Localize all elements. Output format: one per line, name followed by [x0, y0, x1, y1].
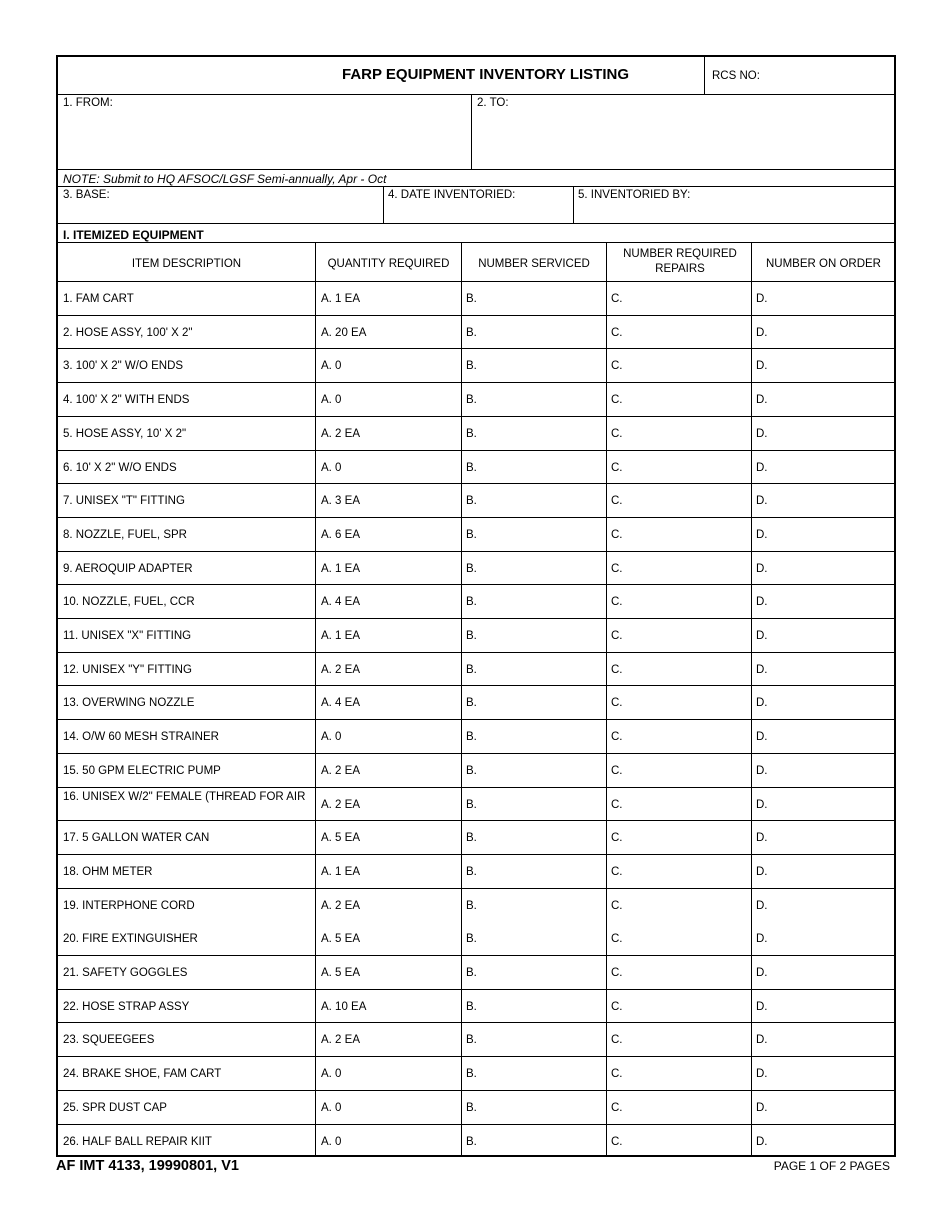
base-label: 3. BASE: — [63, 189, 110, 201]
number-serviced-field[interactable]: B. — [466, 731, 477, 744]
quantity-required: A. 2 EA — [321, 1034, 360, 1047]
number-repairs-field[interactable]: C. — [611, 293, 623, 305]
item-description: 24. BRAKE SHOE, FAM CART — [63, 1068, 222, 1081]
number-repairs-field[interactable]: C. — [611, 832, 623, 845]
number-repairs-field[interactable]: C. — [611, 528, 623, 541]
item-description: 18. OHM METER — [63, 865, 153, 878]
number-repairs-field[interactable]: C. — [611, 394, 623, 407]
divider — [704, 57, 705, 94]
item-description: 21. SAFETY GOGGLES — [63, 967, 188, 979]
number-on-order-field[interactable]: D. — [756, 967, 768, 979]
item-description: 11. UNISEX "X" FITTING — [63, 630, 192, 642]
number-repairs-field[interactable]: C. — [611, 360, 623, 373]
number-on-order-field[interactable]: D. — [756, 394, 768, 407]
number-on-order-field[interactable]: D. — [756, 764, 768, 777]
item-description: 4. 100' X 2" WITH ENDS — [63, 394, 190, 407]
column-header-on-order: NUMBER ON ORDER — [765, 258, 881, 270]
number-on-order-field[interactable]: D. — [756, 899, 768, 912]
number-on-order-field[interactable]: D. — [756, 1000, 768, 1013]
item-description: 5. HOSE ASSY, 10' X 2" — [63, 427, 187, 440]
number-repairs-field[interactable]: C. — [611, 798, 623, 811]
quantity-required: A. 4 EA — [321, 697, 360, 710]
form-title: FARP EQUIPMENT INVENTORY LISTING — [342, 66, 629, 83]
quantity-required: A. 0 — [321, 1068, 342, 1081]
number-repairs-field[interactable]: C. — [611, 731, 623, 744]
number-on-order-field[interactable]: D. — [756, 663, 768, 676]
number-repairs-field[interactable]: C. — [611, 899, 623, 912]
to-field[interactable] — [472, 94, 896, 169]
divider — [58, 242, 894, 243]
quantity-required: A. 1 EA — [321, 630, 360, 642]
number-on-order-field[interactable]: D. — [756, 1101, 768, 1114]
number-serviced-field[interactable]: B. — [466, 697, 477, 710]
number-repairs-field[interactable]: C. — [611, 630, 623, 642]
number-repairs-field[interactable]: C. — [611, 967, 623, 979]
number-repairs-field[interactable]: C. — [611, 1068, 623, 1081]
item-description: 17. 5 GALLON WATER CAN — [63, 832, 210, 845]
item-description: 16. UNISEX W/2" FEMALE (THREAD FOR AIR — [63, 790, 306, 803]
to-label: 2. TO: — [477, 97, 509, 109]
item-description: 3. 100' X 2" W/O ENDS — [63, 360, 184, 373]
number-serviced-field[interactable]: B. — [466, 528, 477, 541]
rcs-label: RCS NO: — [712, 70, 760, 82]
quantity-required: A. 0 — [321, 360, 342, 373]
number-serviced-field[interactable]: B. — [466, 360, 477, 373]
quantity-required: A. 2 EA — [321, 663, 360, 676]
item-description: 26. HALF BALL REPAIR KIIT — [63, 1135, 212, 1148]
number-on-order-field[interactable]: D. — [756, 630, 768, 642]
number-repairs-field[interactable]: C. — [611, 1000, 623, 1013]
quantity-required: A. 0 — [321, 394, 342, 407]
number-repairs-field[interactable]: C. — [611, 596, 623, 609]
number-serviced-field[interactable]: B. — [466, 967, 477, 979]
item-description: 14. O/W 60 MESH STRAINER — [63, 731, 219, 744]
section-title: I. ITEMIZED EQUIPMENT — [63, 228, 204, 242]
number-repairs-field[interactable]: C. — [611, 933, 623, 946]
item-description: 9. AEROQUIP ADAPTER — [63, 562, 193, 575]
number-on-order-field[interactable]: D. — [756, 495, 768, 508]
item-description: 25. SPR DUST CAP — [63, 1101, 167, 1114]
number-on-order-field[interactable]: D. — [756, 1135, 768, 1148]
number-on-order-field[interactable]: D. — [756, 1068, 768, 1081]
item-description: 10. NOZZLE, FUEL, CCR — [63, 596, 195, 609]
number-on-order-field[interactable]: D. — [756, 293, 768, 305]
number-serviced-field[interactable]: B. — [466, 1034, 477, 1047]
quantity-required: A. 4 EA — [321, 596, 360, 609]
number-on-order-field[interactable]: D. — [756, 427, 768, 440]
number-on-order-field[interactable]: D. — [756, 1034, 768, 1047]
quantity-required: A. 20 EA — [321, 326, 367, 339]
from-label: 1. FROM: — [63, 97, 113, 109]
item-description: 6. 10' X 2" W/O ENDS — [63, 461, 177, 474]
quantity-required: A. 3 EA — [321, 495, 360, 508]
number-serviced-field[interactable]: B. — [466, 865, 477, 878]
quantity-required: A. 0 — [321, 731, 342, 744]
number-repairs-field[interactable]: C. — [611, 427, 623, 440]
number-serviced-field[interactable]: B. — [466, 427, 477, 440]
quantity-required: A. 6 EA — [321, 528, 360, 541]
number-on-order-field[interactable]: D. — [756, 326, 768, 339]
number-serviced-field[interactable]: B. — [466, 562, 477, 575]
quantity-required: A. 1 EA — [321, 562, 360, 575]
quantity-required: A. 10 EA — [321, 1000, 367, 1013]
quantity-required: A. 0 — [321, 1135, 342, 1148]
quantity-required: A. 0 — [321, 461, 342, 474]
date-inventoried-label: 4. DATE INVENTORIED: — [388, 189, 516, 201]
number-serviced-field[interactable]: B. — [466, 933, 477, 946]
number-on-order-field[interactable]: D. — [756, 461, 768, 474]
number-repairs-field[interactable]: C. — [611, 697, 623, 710]
item-description: 22. HOSE STRAP ASSY — [63, 1000, 190, 1013]
number-on-order-field[interactable]: D. — [756, 528, 768, 541]
quantity-required: A. 2 EA — [321, 427, 360, 440]
number-serviced-field[interactable]: B. — [466, 326, 477, 339]
number-serviced-field[interactable]: B. — [466, 596, 477, 609]
from-field[interactable] — [58, 94, 471, 169]
number-on-order-field[interactable]: D. — [756, 865, 768, 878]
inventory-form — [56, 55, 896, 1157]
number-repairs-field[interactable]: C. — [611, 1101, 623, 1114]
item-description: 7. UNISEX "T" FITTING — [63, 495, 185, 508]
number-serviced-field[interactable]: B. — [466, 394, 477, 407]
base-field[interactable] — [58, 186, 383, 223]
number-serviced-field[interactable]: B. — [466, 495, 477, 508]
number-serviced-field[interactable]: B. — [466, 899, 477, 912]
number-repairs-field[interactable]: C. — [611, 1034, 623, 1047]
form-id: AF IMT 4133, 19990801, V1 — [56, 1158, 239, 1174]
inventoried-by-field[interactable] — [574, 186, 896, 223]
number-serviced-field[interactable]: B. — [466, 630, 477, 642]
item-description: 8. NOZZLE, FUEL, SPR — [63, 528, 187, 541]
number-repairs-field[interactable]: C. — [611, 1135, 623, 1148]
number-repairs-field[interactable]: C. — [611, 865, 623, 878]
number-on-order-field[interactable]: D. — [756, 798, 768, 811]
number-repairs-field[interactable]: C. — [611, 495, 623, 508]
note-text: NOTE: Submit to HQ AFSOC/LGSF Semi-annually, Apr - Oct — [63, 172, 387, 186]
number-serviced-field[interactable]: B. — [466, 1101, 477, 1114]
inventoried-by-label: 5. INVENTORIED BY: — [578, 189, 691, 201]
number-repairs-field[interactable]: C. — [611, 663, 623, 676]
item-description: 2. HOSE ASSY, 100' X 2" — [63, 326, 193, 339]
column-header-serviced: NUMBER SERVICED — [478, 258, 590, 270]
number-on-order-field[interactable]: D. — [756, 596, 768, 609]
quantity-required: A. 2 EA — [321, 899, 360, 912]
date-inventoried-field[interactable] — [384, 186, 573, 223]
number-serviced-field[interactable]: B. — [466, 832, 477, 845]
number-on-order-field[interactable]: D. — [756, 731, 768, 744]
number-serviced-field[interactable]: B. — [466, 1000, 477, 1013]
number-serviced-field[interactable]: B. — [466, 293, 477, 305]
divider — [58, 169, 894, 170]
number-serviced-field[interactable]: B. — [466, 461, 477, 474]
number-repairs-field[interactable]: C. — [611, 326, 623, 339]
number-repairs-field[interactable]: C. — [611, 764, 623, 777]
number-on-order-field[interactable]: D. — [756, 562, 768, 575]
divider — [58, 223, 894, 224]
item-description: 13. OVERWING NOZZLE — [63, 697, 195, 710]
column-header-repairs: NUMBER REQUIRED REPAIRS — [623, 248, 737, 275]
number-serviced-field[interactable]: B. — [466, 798, 477, 811]
quantity-required: A. 2 EA — [321, 764, 360, 777]
quantity-required: A. 5 EA — [321, 967, 360, 979]
number-repairs-field[interactable]: C. — [611, 562, 623, 575]
item-description: 15. 50 GPM ELECTRIC PUMP — [63, 764, 221, 777]
column-header-item: ITEM DESCRIPTION — [131, 258, 242, 270]
number-on-order-field[interactable]: D. — [756, 933, 768, 946]
item-description: 20. FIRE EXTINGUISHER — [63, 933, 198, 946]
quantity-required: A. 0 — [321, 1101, 342, 1114]
quantity-required: A. 5 EA — [321, 832, 360, 845]
quantity-required: A. 1 EA — [321, 865, 360, 878]
number-serviced-field[interactable]: B. — [466, 1135, 477, 1148]
number-serviced-field[interactable]: B. — [466, 764, 477, 777]
number-on-order-field[interactable]: D. — [756, 832, 768, 845]
quantity-required: A. 5 EA — [321, 933, 360, 946]
column-header-quantity: QUANTITY REQUIRED — [327, 258, 450, 270]
item-description: 23. SQUEEGEES — [63, 1034, 155, 1047]
number-repairs-field[interactable]: C. — [611, 461, 623, 474]
page-number: PAGE 1 OF 2 PAGES — [773, 1159, 890, 1173]
quantity-required: A. 1 EA — [321, 293, 360, 305]
number-on-order-field[interactable]: D. — [756, 360, 768, 373]
quantity-required: A. 2 EA — [321, 798, 360, 811]
number-serviced-field[interactable]: B. — [466, 1068, 477, 1081]
item-description: 19. INTERPHONE CORD — [63, 899, 195, 912]
number-on-order-field[interactable]: D. — [756, 697, 768, 710]
number-serviced-field[interactable]: B. — [466, 663, 477, 676]
item-description: 1. FAM CART — [63, 293, 134, 305]
item-description: 12. UNISEX "Y" FITTING — [63, 663, 192, 676]
